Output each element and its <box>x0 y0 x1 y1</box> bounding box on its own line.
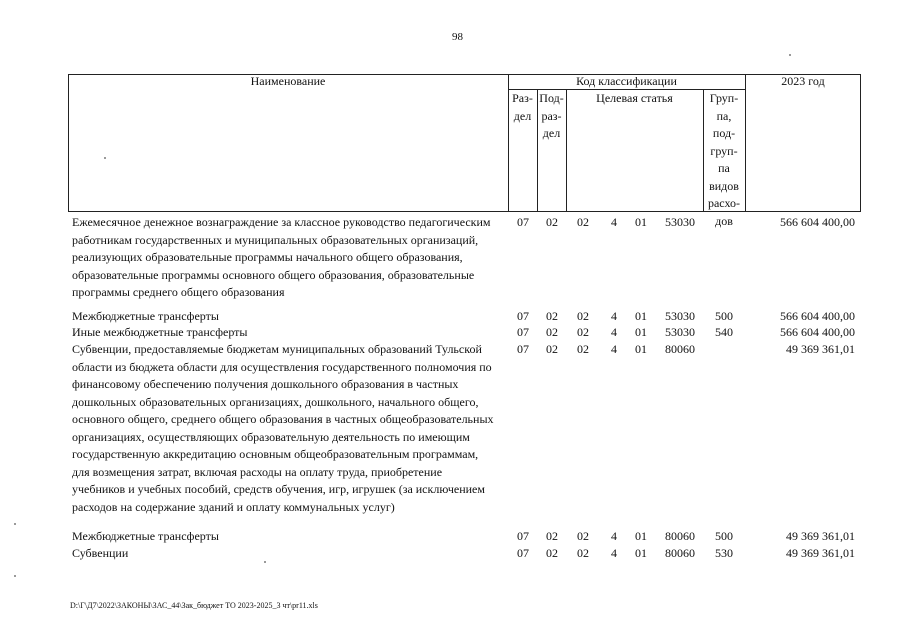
row-name-line: государственную аккредитацию основным общеобразовательным программам, <box>72 447 479 461</box>
header-subsection: Под- раз- дел <box>539 91 564 140</box>
row-code: 53030 <box>665 309 695 323</box>
row-code: 07 <box>517 546 529 560</box>
header-target-article: Целевая статья <box>596 91 673 105</box>
row-name <box>72 528 508 546</box>
row-code: 01 <box>635 215 647 229</box>
row-amount: 566 604 400,00 <box>780 325 855 339</box>
row-code: 4 <box>611 546 617 560</box>
row-amount: 49 369 361,01 <box>786 342 855 356</box>
row-code: 02 <box>546 325 558 339</box>
header-name: Наименование <box>250 74 326 88</box>
header-section: Раз- дел <box>512 91 533 123</box>
scan-speck <box>104 157 106 159</box>
row-code: 4 <box>611 215 617 229</box>
row-code: 02 <box>577 215 589 229</box>
row-name-line: дошкольных образовательных организациях, дошкольного, начального общего, <box>72 394 479 409</box>
row-amount: 49 369 361,01 <box>786 546 855 560</box>
row-code: 02 <box>577 309 589 323</box>
row-code: 80060 <box>665 342 695 356</box>
row-code: 540 <box>715 325 733 339</box>
row-name-line: работникам государственных и муниципальных образовательных организаций, <box>72 232 479 247</box>
row-name-line: расходов на содержание зданий и оплату коммунальных услуг) <box>72 499 395 514</box>
page-number: 98 <box>452 31 463 43</box>
header-year: 2023 год <box>781 74 825 88</box>
scan-speck <box>14 523 16 525</box>
row-name <box>72 214 508 302</box>
row-code: 07 <box>517 529 529 543</box>
row-code: 01 <box>635 546 647 560</box>
row-code: 01 <box>635 342 647 356</box>
row-code: 07 <box>517 342 529 356</box>
row-code: 4 <box>611 342 617 356</box>
row-amount: 49 369 361,01 <box>786 529 855 543</box>
row-name <box>72 341 508 516</box>
row-code: 02 <box>577 546 589 560</box>
row-code: 01 <box>635 309 647 323</box>
row-code: 02 <box>577 342 589 356</box>
row-name <box>72 545 508 563</box>
row-code: 4 <box>611 529 617 543</box>
row-name <box>72 308 508 326</box>
row-code: 07 <box>517 309 529 323</box>
row-name-line: для возмещения затрат, включая расходы на оплату труда, приобретение <box>72 464 443 479</box>
row-amount: 566 604 400,00 <box>780 309 855 323</box>
row-code: 530 <box>715 546 733 560</box>
row-name-line: образовательные программы основного общего образования, образовательные <box>72 267 475 282</box>
row-name-line: Иные межбюджетные трансферты <box>72 325 248 339</box>
header-code-group: Код классификации <box>576 74 677 88</box>
scan-speck <box>789 54 791 56</box>
row-name-line: Ежемесячное денежное вознаграждение за классное руководство педагогическим <box>72 215 491 229</box>
row-name-line: реализующих образовательные программы начального общего образования, <box>72 250 463 264</box>
row-code: 01 <box>635 325 647 339</box>
header-divider <box>745 74 746 212</box>
row-code: 07 <box>517 215 529 229</box>
row-code: 01 <box>635 529 647 543</box>
row-code: 80060 <box>665 546 695 560</box>
row-name-line: области из бюджета области для осуществления государственного полномочия по <box>72 359 492 374</box>
row-name <box>72 324 508 342</box>
row-code: 02 <box>546 342 558 356</box>
row-code: 4 <box>611 309 617 323</box>
row-name-line: организациях, осуществляющих образовательную деятельность по имеющим <box>72 429 470 444</box>
row-code: 02 <box>546 215 558 229</box>
row-code: 02 <box>546 529 558 543</box>
row-code: 02 <box>546 546 558 560</box>
row-code: 4 <box>611 325 617 339</box>
row-code: 80060 <box>665 529 695 543</box>
row-name-line: основного общего, среднего общего образования в частных общеобразовательных <box>72 412 494 426</box>
scan-speck <box>264 561 266 563</box>
row-code: 500 <box>715 529 733 543</box>
row-name-line: Субвенции, предоставляемые бюджетам муниципальных образований Тульской <box>72 342 482 356</box>
file-path: D:\Г\Д7\2022\ЗАКОНЫ\ЗАС_44\Зак_бюджет ТО 2023-2025_3 чт\pr11.xls <box>70 601 318 610</box>
row-code: 07 <box>517 325 529 339</box>
row-name-line: Субвенции <box>72 546 129 560</box>
row-name-line: Межбюджетные трансферты <box>72 309 219 323</box>
row-amount: 566 604 400,00 <box>780 215 855 229</box>
row-code: 53030 <box>665 325 695 339</box>
row-code: 02 <box>577 325 589 339</box>
row-code: 500 <box>715 309 733 323</box>
row-name-line: финансовому обеспечению получения дошкольного образования в частных <box>72 377 459 391</box>
row-code: 02 <box>577 529 589 543</box>
scan-speck <box>14 575 16 577</box>
header-group: Груп- па, под- груп- па видов расхо- дов <box>707 91 741 228</box>
row-name-line: учебников и учебных пособий, средств обучения, игр, игрушек (за исключением <box>72 482 485 496</box>
row-name-line: Межбюджетные трансферты <box>72 529 219 543</box>
row-name-line: программы среднего общего образования <box>72 285 285 299</box>
row-code: 53030 <box>665 215 695 229</box>
row-code: 02 <box>546 309 558 323</box>
